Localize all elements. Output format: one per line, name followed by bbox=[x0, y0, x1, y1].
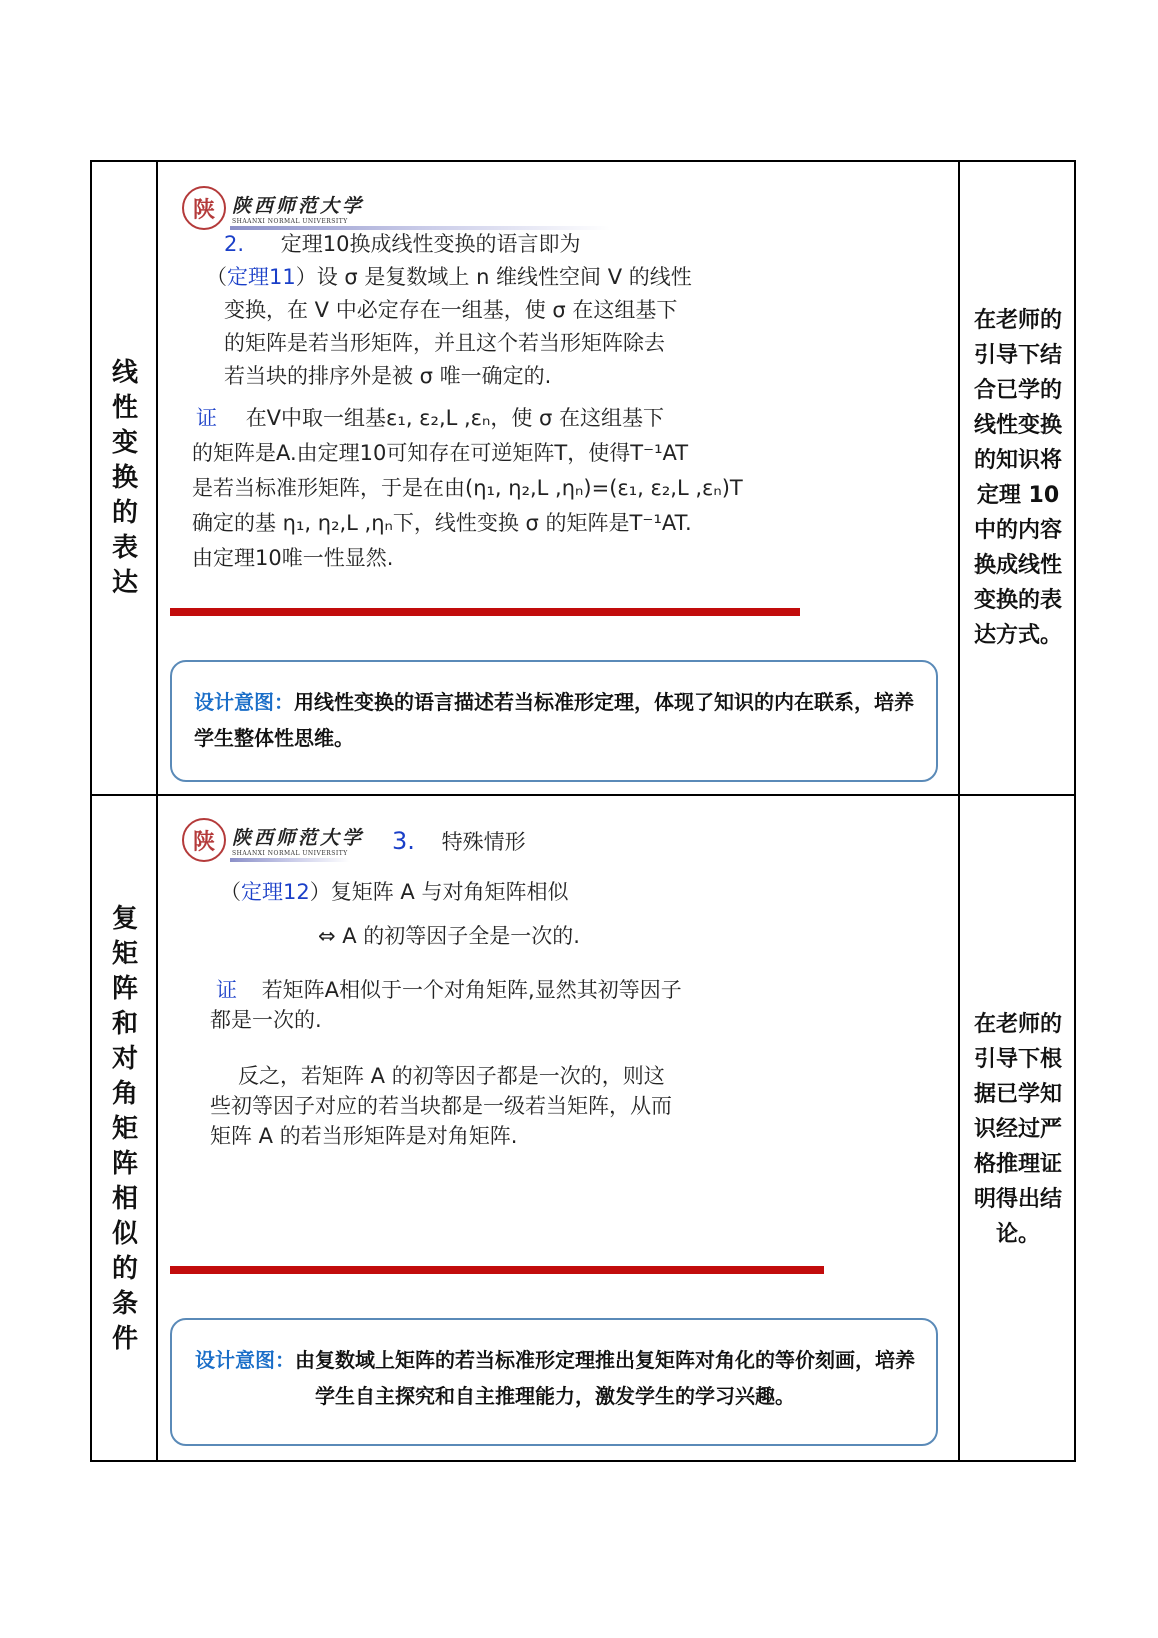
intent-label: 设计意图： bbox=[194, 690, 294, 714]
divider-bar bbox=[170, 1266, 824, 1274]
proof-line-1: 若矩阵A相似于一个对角矩阵,显然其初等因子 bbox=[261, 978, 682, 1002]
logo-underline bbox=[230, 858, 350, 862]
design-intent-box bbox=[170, 1318, 938, 1446]
theorem-line-1: ）设 σ 是复数域上 n 维线性空间 V 的线性 bbox=[295, 265, 692, 289]
proof-line-5: 矩阵 A 的若当形矩阵是对角矩阵. bbox=[210, 1124, 518, 1148]
row2-note-cell bbox=[960, 796, 1076, 1462]
proof-line-5: 由定理10唯一性显然. bbox=[192, 546, 394, 570]
design-intent-box bbox=[170, 660, 938, 782]
proof-line-4: 些初等因子对应的若当块都是一级若当矩阵，从而 bbox=[210, 1094, 672, 1118]
theorem-line-3: 的矩阵是若当形矩阵，并且这个若当形矩阵除去 bbox=[224, 331, 665, 355]
logo-english: SHAANXI NORMAL UNIVERSITY bbox=[232, 218, 348, 225]
row1-topic: 线性变换的表达 bbox=[111, 357, 138, 598]
row1-note-cell bbox=[960, 162, 1076, 794]
heading-text: 特殊情形 bbox=[441, 830, 526, 854]
theorem-line-2: ⇔ A 的初等因子全是一次的. bbox=[318, 924, 580, 948]
proof-line-1: 在V中取一组基ε₁, ε₂,L ,εₙ，使 σ 在这组基下 bbox=[245, 406, 665, 430]
proof-line-4: 确定的基 η₁, η₂,L ,ηₙ下，线性变换 σ 的矩阵是T⁻¹AT. bbox=[192, 511, 692, 535]
row1-note: 在老师的引导下结合已学的线性变换的知识将定理 10 中的内容换成线性变换的表达方式。 bbox=[973, 308, 1062, 648]
proof-label: 证 bbox=[196, 406, 217, 430]
divider-bar bbox=[170, 608, 800, 616]
row2-content: 陕 陕西师范大学 SHAANXI NORMAL UNIVERSITY 3. 特殊情形 （定理12）复矩阵 A 与对角矩阵相似 ⇔ A 的初等因子全是一次的. 证 若矩阵A相似于一个对角矩阵,显然其初等因子 都是一次的. 反之，若矩阵 A 的初等因子都是一次的，则这 些初等因子对应的若当块都是一级若当矩阵，从而 矩阵 A 的若当形矩阵是对角矩阵. 设计意图：由复数域上矩阵的若当标准形定理推出复矩阵对角化的等价刻画，培养学生自主探究和自主推理能力，激发学生的学习兴趣。 bbox=[160, 796, 958, 1462]
heading-text: 定理10换成线性变换的语言即为 bbox=[280, 232, 581, 256]
theorem-line-4: 若当块的排序外是被 σ 唯一确定的. bbox=[224, 364, 552, 388]
proof-line-3: 是若当标准形矩阵，于是在由(η₁, η₂,L ,ηₙ)=(ε₁, ε₂,L ,εₙ)T bbox=[192, 476, 743, 500]
heading-number: 3. bbox=[392, 827, 415, 855]
theorem-line-1: ）复矩阵 A 与对角矩阵相似 bbox=[309, 880, 569, 904]
logo-english: SHAANXI NORMAL UNIVERSITY bbox=[232, 850, 348, 857]
intent-text: 用线性变换的语言描述若当标准形定理，体现了知识的内在联系，培养学生整体性思维。 bbox=[194, 690, 914, 750]
row2-note: 在老师的引导下根据已学知识经过严格推理证明得出结论。 bbox=[973, 1011, 1062, 1247]
proof-line-3: 反之，若矩阵 A 的初等因子都是一次的，则这 bbox=[238, 1064, 665, 1088]
university-logo bbox=[182, 818, 364, 862]
proof-line-2: 的矩阵是A.由定理10可知存在可逆矩阵T，使得T⁻¹AT bbox=[192, 441, 689, 465]
row2-topic-cell bbox=[92, 796, 158, 1462]
logo-chinese: 陕西师范大学 bbox=[232, 195, 365, 217]
seal-icon: 陕 bbox=[182, 818, 226, 862]
row1-topic-cell bbox=[92, 162, 158, 794]
intent-text: 由复数域上矩阵的若当标准形定理推出复矩阵对角化的等价刻画，培养学生自主探究和自主推理能力，激发学生的学习兴趣。 bbox=[295, 1348, 915, 1408]
intent-label: 设计意图： bbox=[195, 1348, 295, 1372]
row2-topic: 复矩阵和对角矩阵相似的条件 bbox=[111, 903, 138, 1354]
theorem-label: 定理11 bbox=[227, 265, 296, 289]
heading-number: 2. bbox=[224, 232, 245, 256]
theorem-line-2: 变换，在 V 中必定存在一组基，使 σ 在这组基下 bbox=[224, 298, 678, 322]
proof-label: 证 bbox=[216, 978, 237, 1002]
lesson-table bbox=[90, 160, 1076, 1462]
theorem-label: 定理12 bbox=[241, 880, 310, 904]
proof-line-2: 都是一次的. bbox=[210, 1008, 322, 1032]
university-logo bbox=[182, 186, 364, 230]
row1-content: 陕 陕西师范大学 SHAANXI NORMAL UNIVERSITY 2. 定理10换成线性变换的语言即为 （定理11）设 σ 是复数域上 n 维线性空间 V 的线性 变换，在 V 中必定存在一组基，使 σ 在这组基下 的矩阵是若当形矩阵，并且这个若当形矩阵除去 若当块的排序外是被 σ 唯一确定的. 证 在V中取一组基ε₁, ε₂,L ,εₙ，使 σ 在这组基下 的矩阵是A.由定理10可知存在可逆矩阵T，使得T⁻¹AT 是若当标准形矩阵，于是在由(η₁, η₂,L ,ηₙ)=(ε₁, ε₂,L ,εₙ)T 确定的基 η₁, η₂,L ,ηₙ下，线性变换 σ 的矩阵是T⁻¹AT. 由定理10唯一性显然. 设计意图：用线性变换的语言描述若当标准形定理，体现了知识的内在联系，培养学生整体性思维。 bbox=[160, 162, 958, 794]
seal-icon: 陕 bbox=[182, 186, 226, 230]
logo-chinese: 陕西师范大学 bbox=[232, 827, 365, 849]
